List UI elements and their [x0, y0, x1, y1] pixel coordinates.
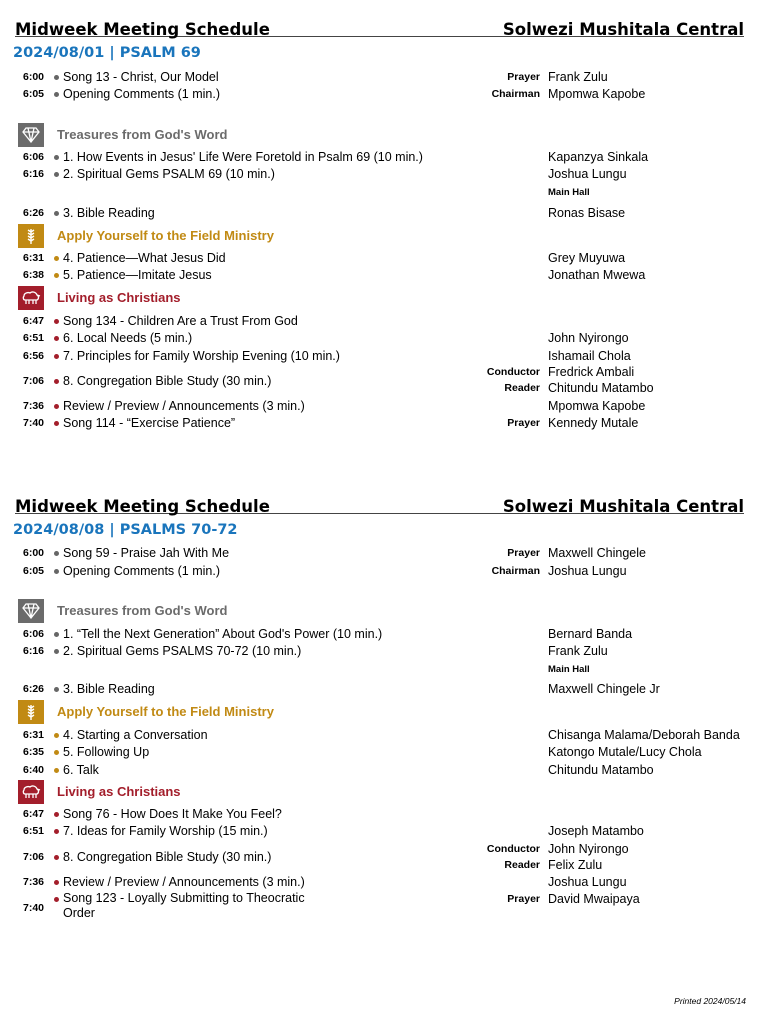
main-hall-label: Main Hall [548, 187, 590, 198]
main-hall-label: Main Hall [548, 664, 590, 675]
reader-row [0, 857, 768, 873]
conductor-row [0, 841, 768, 857]
row-time: 7:40 [22, 902, 44, 914]
row-part: 6. Local Needs (5 min.) [63, 331, 193, 345]
reader-role: Reader [504, 382, 540, 394]
row-assignee: Joseph Matambo [548, 824, 644, 838]
row-time: 6:56 [22, 350, 44, 362]
row-assignee: Mpomwa Kapobe [548, 399, 646, 413]
row-time: 6:05 [22, 88, 44, 100]
schedule-row [0, 563, 768, 579]
row-part: Opening Comments (1 min.) [63, 564, 221, 578]
bullet [54, 551, 59, 556]
row-part: 4. Patience—What Jesus Did [63, 251, 226, 265]
row-part: 6. Talk [63, 763, 99, 777]
row-time: 7:36 [22, 400, 44, 412]
row-role: Prayer [507, 71, 540, 83]
row-time: 6:31 [22, 729, 44, 741]
schedule-row [0, 250, 768, 266]
reader-name: Chitundu Matambo [548, 381, 654, 395]
row-part: 4. Starting a Conversation [63, 728, 208, 742]
week-title: 2024/08/08 | PSALMS 70-72 [13, 522, 238, 538]
row-role: Prayer [507, 417, 540, 429]
conductor-name: Fredrick Ambali [548, 365, 635, 379]
section-label: Treasures from God's Word [57, 127, 228, 142]
row-assignee: Frank Zulu [548, 644, 608, 658]
row-time: 6:26 [22, 207, 44, 219]
row-part: 2. Spiritual Gems PSALM 69 (10 min.) [63, 167, 275, 181]
conductor-role: Conductor [486, 366, 540, 378]
schedule-row [0, 313, 768, 329]
row-assignee: Joshua Lungu [548, 875, 627, 889]
schedule-row [0, 874, 768, 890]
bullet [54, 880, 59, 885]
row-time: 6:51 [22, 825, 44, 837]
bullet [54, 649, 59, 654]
schedule-row [0, 806, 768, 822]
row-part: Song 59 - Praise Jah With Me [63, 546, 230, 560]
schedule-row [0, 267, 768, 283]
row-assignee: Chisanga Malama/Deborah Banda [548, 728, 740, 742]
row-part: 7. Ideas for Family Worship (15 min.) [63, 824, 268, 838]
congregation-name: Solwezi Mushitala Central [502, 20, 744, 39]
section-label: Treasures from God's Word [57, 603, 228, 618]
wheat-icon [18, 700, 44, 724]
row-part: Review / Preview / Announcements (3 min.) [63, 875, 305, 889]
bullet [54, 273, 59, 278]
schedule-row [0, 626, 768, 642]
row-time: 6:40 [22, 764, 44, 776]
row-assignee: Kennedy Mutale [548, 416, 639, 430]
row-time: 6:38 [22, 269, 44, 281]
row-assignee: Ronas Bisase [548, 206, 626, 220]
row-assignee: Chitundu Matambo [548, 763, 654, 777]
row-time: 6:06 [22, 628, 44, 640]
row-assignee: Frank Zulu [548, 70, 608, 84]
schedule-row [0, 149, 768, 165]
row-time: 6:05 [22, 565, 44, 577]
row-assignee: Mpomwa Kapobe [548, 87, 646, 101]
row-part: Song 76 - How Does It Make You Feel? [63, 807, 282, 821]
schedule-row [0, 681, 768, 697]
row-role: Prayer [507, 547, 540, 559]
row-assignee: Joshua Lungu [548, 167, 627, 181]
schedule-row [0, 398, 768, 414]
row-assignee: Grey Muyuwa [548, 251, 626, 265]
schedule-title: Midweek Meeting Schedule [15, 497, 270, 516]
diamond-icon [18, 123, 44, 147]
reader-row [0, 380, 768, 396]
schedule-header [15, 490, 744, 514]
section-label: Living as Christians [57, 784, 181, 799]
bullet [54, 733, 59, 738]
row-part: Song 123 - Loyally Submitting to Theocratic Order [63, 891, 305, 920]
row-assignee: Maxwell Chingele [548, 546, 646, 560]
row-time: 6:47 [22, 808, 44, 820]
row-time: 6:35 [22, 746, 44, 758]
schedule-row [0, 545, 768, 561]
row-role: Chairman [491, 88, 540, 100]
schedule-row [0, 205, 768, 221]
row-time: 6:00 [22, 547, 44, 559]
row-time: 6:26 [22, 683, 44, 695]
bullet [54, 421, 59, 426]
row-part: Review / Preview / Announcements (3 min.) [63, 399, 305, 413]
congregation-name: Solwezi Mushitala Central [502, 497, 744, 516]
conductor-row [0, 364, 768, 380]
row-time: 7:06 [22, 375, 44, 387]
bullet [54, 687, 59, 692]
schedule-title: Midweek Meeting Schedule [15, 20, 270, 39]
schedule-row [0, 891, 768, 923]
row-time: 6:06 [22, 151, 44, 163]
row-time: 6:16 [22, 645, 44, 657]
schedule-row [0, 415, 768, 431]
row-assignee: Katongo Mutale/Lucy Chola [548, 745, 702, 759]
reader-name: Felix Zulu [548, 858, 603, 872]
row-time: 6:00 [22, 71, 44, 83]
row-assignee: Bernard Banda [548, 627, 633, 641]
row-part: Opening Comments (1 min.) [63, 87, 221, 101]
row-time: 6:31 [22, 252, 44, 264]
row-assignee: Jonathan Mwewa [548, 268, 646, 282]
bullet [54, 750, 59, 755]
bullet [54, 404, 59, 409]
schedule-row [0, 727, 768, 743]
section-label: Apply Yourself to the Field Ministry [57, 228, 274, 243]
row-part: 3. Bible Reading [63, 206, 155, 220]
schedule-row [0, 348, 768, 364]
bullet [54, 336, 59, 341]
printed-date: Printed 2024/05/14 [674, 996, 746, 1006]
row-part: 8. Congregation Bible Study (30 min.) [63, 374, 272, 388]
diamond-icon [18, 599, 44, 623]
bullet [54, 632, 59, 637]
sheep-icon [18, 286, 44, 310]
row-role: Prayer [507, 893, 540, 905]
bullet [54, 211, 59, 216]
bullet [54, 897, 59, 902]
row-assignee: Joshua Lungu [548, 564, 627, 578]
row-role: Chairman [491, 565, 540, 577]
bullet [54, 75, 59, 80]
schedule-row [0, 69, 768, 85]
row-part: 1. How Events in Jesus' Life Were Foretold in Psalm 69 (10 min.) [63, 150, 423, 164]
bullet [54, 319, 59, 324]
row-time: 7:36 [22, 876, 44, 888]
row-part: 5. Patience—Imitate Jesus [63, 268, 212, 282]
row-part: 7. Principles for Family Worship Evening (10 min.) [63, 349, 340, 363]
bullet [54, 354, 59, 359]
row-assignee: Ishamail Chola [548, 349, 631, 363]
bullet [54, 172, 59, 177]
row-time: 6:51 [22, 332, 44, 344]
row-part: 1. “Tell the Next Generation” About God's Power (10 min.) [63, 627, 383, 641]
schedule-header [15, 13, 744, 37]
row-part: 8. Congregation Bible Study (30 min.) [63, 850, 272, 864]
row-part: 3. Bible Reading [63, 682, 155, 696]
row-time: 6:16 [22, 168, 44, 180]
bullet [54, 829, 59, 834]
schedule-row [0, 86, 768, 102]
row-part: Song 114 - “Exercise Patience” [63, 416, 236, 430]
schedule-row [0, 166, 768, 182]
section-label: Living as Christians [57, 290, 181, 305]
row-part: Song 13 - Christ, Our Model [63, 70, 219, 84]
bullet [54, 92, 59, 97]
row-assignee: John Nyirongo [548, 331, 629, 345]
schedule-row [0, 643, 768, 659]
bullet [54, 155, 59, 160]
row-part: 5. Following Up [63, 745, 150, 759]
wheat-icon [18, 224, 44, 248]
bullet [54, 812, 59, 817]
row-time: 7:40 [22, 417, 44, 429]
row-time: 7:06 [22, 851, 44, 863]
bullet [54, 569, 59, 574]
schedule-row [0, 744, 768, 760]
row-part: 2. Spiritual Gems PSALMS 70-72 (10 min.) [63, 644, 302, 658]
sheep-icon [18, 780, 44, 804]
row-assignee: Maxwell Chingele Jr [548, 682, 660, 696]
row-assignee: David Mwaipaya [548, 892, 640, 906]
schedule-row [0, 330, 768, 346]
row-time: 6:47 [22, 315, 44, 327]
schedule-row [0, 762, 768, 778]
section-label: Apply Yourself to the Field Ministry [57, 704, 274, 719]
conductor-name: John Nyirongo [548, 842, 629, 856]
week-title: 2024/08/01 | PSALM 69 [13, 45, 201, 61]
row-part: Song 134 - Children Are a Trust From God [63, 314, 298, 328]
reader-role: Reader [504, 859, 540, 871]
bullet [54, 768, 59, 773]
schedule-row [0, 823, 768, 839]
row-assignee: Kapanzya Sinkala [548, 150, 649, 164]
bullet [54, 256, 59, 261]
conductor-role: Conductor [486, 843, 540, 855]
